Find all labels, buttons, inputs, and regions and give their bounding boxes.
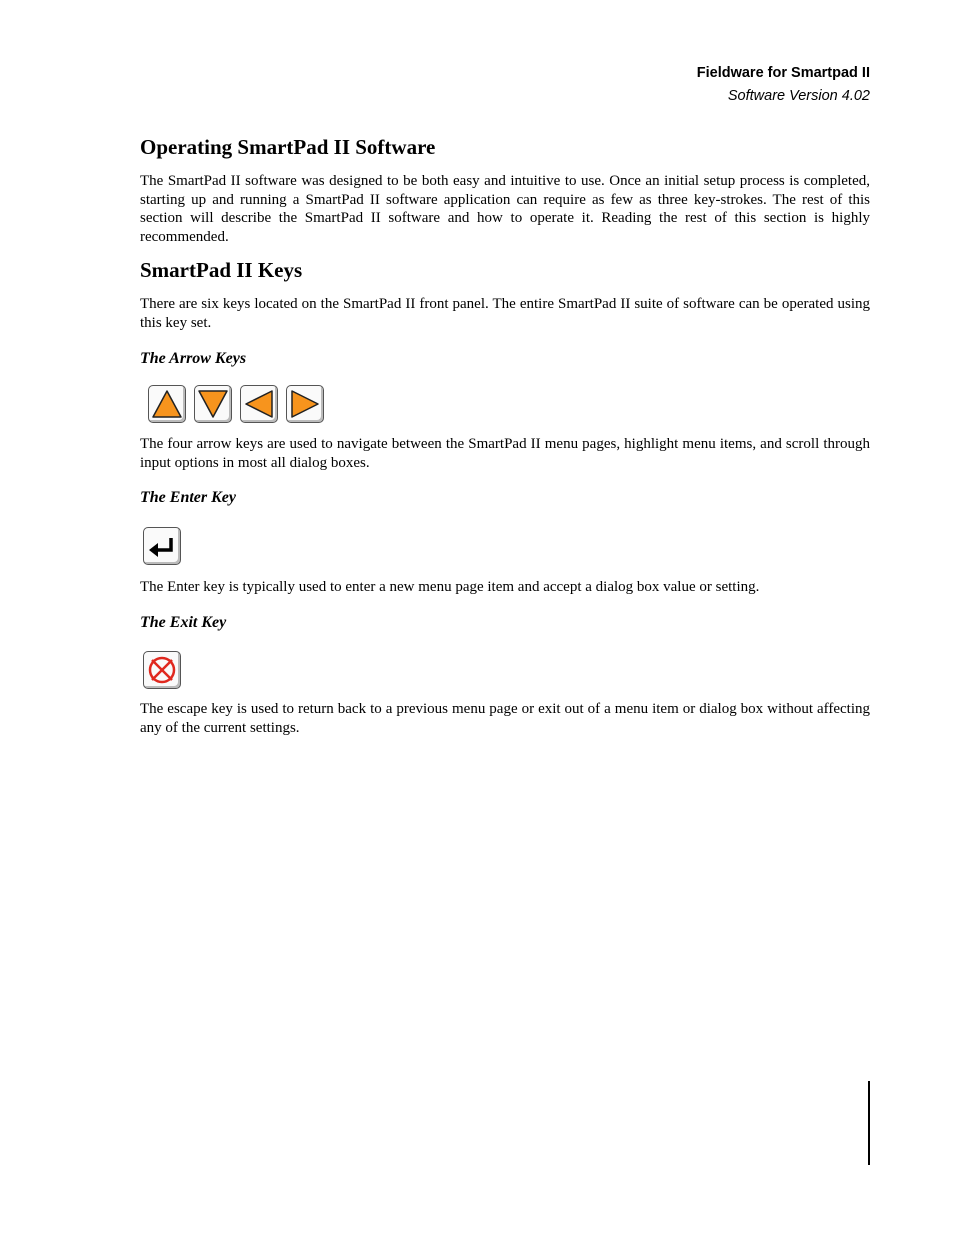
operating-paragraph: The SmartPad II software was designed to be both easy and intuitive to use. Once an initial setup process is completed, starting up and running a SmartPad II software application can require as few as three key-strokes. The rest of this section will describe the SmartPad II software and how to operate it. Reading the rest of this section is highly recommended. — [140, 173, 870, 246]
left-arrow-key-icon — [240, 385, 278, 423]
subheading-enter-key: The Enter Key — [140, 489, 236, 506]
down-arrow-key-icon — [194, 385, 232, 423]
up-arrow-key-icon — [148, 385, 186, 423]
arrow-keys-group — [148, 385, 324, 423]
section-heading-operating: Operating SmartPad II Software — [140, 135, 436, 159]
arrow-keys-paragraph: The four arrow keys are used to navigate between the SmartPad II menu pages, highlight menu items, and scroll through input options in most all dialog boxes. — [140, 436, 870, 471]
section-heading-keys: SmartPad II Keys — [140, 258, 303, 282]
keys-paragraph: There are six keys located on the SmartPad II front panel. The entire SmartPad II suite of software can be operated using this key set. — [140, 296, 870, 331]
exit-key-group — [143, 651, 181, 689]
subheading-arrow-keys: The Arrow Keys — [140, 350, 247, 367]
right-arrow-key-icon — [286, 385, 324, 423]
running-header-title: Fieldware for Smartpad II — [696, 65, 870, 81]
enter-key-group — [143, 527, 181, 565]
running-header-version: Software Version 4.02 — [727, 88, 870, 104]
margin-rule — [868, 1081, 870, 1165]
enter-key-icon — [143, 527, 181, 565]
exit-key-icon — [143, 651, 181, 689]
exit-key-paragraph: The escape key is used to return back to a previous menu page or exit out of a menu item or dialog box without affecting any of the current settings. — [140, 701, 870, 736]
subheading-exit-key: The Exit Key — [140, 614, 227, 631]
enter-key-paragraph: The Enter key is typically used to enter a new menu page item and accept a dialog box value or setting. — [140, 579, 760, 595]
